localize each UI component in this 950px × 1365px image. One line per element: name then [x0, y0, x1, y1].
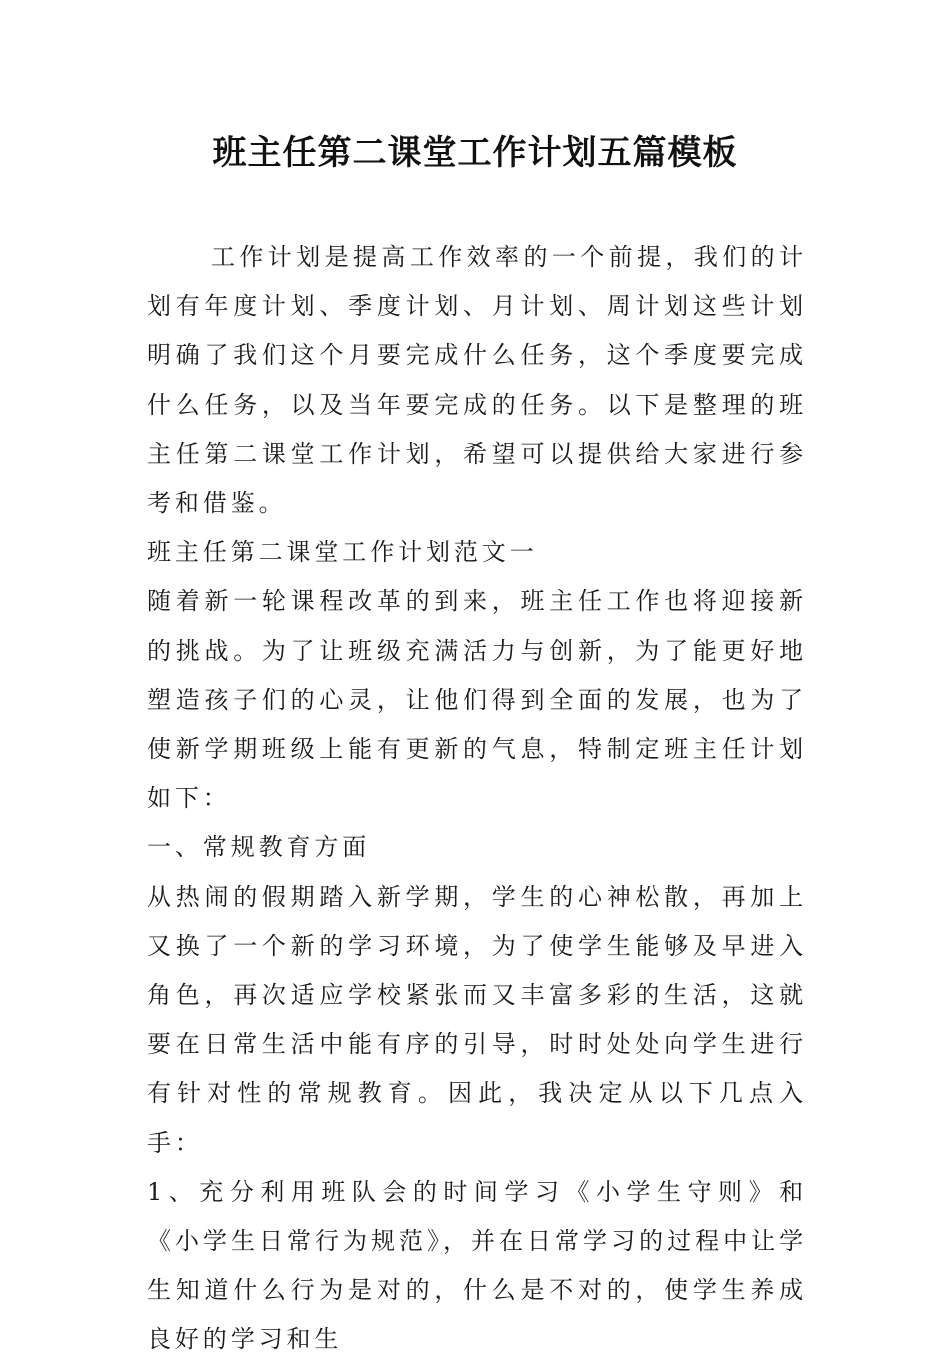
intro-paragraph: 工作计划是提高工作效率的一个前提，我们的计划有年度计划、季度计划、月计划、周计划这些计划明确了我们这个月要完成什么任务，这个季度要完成什么任务，以及当年要完成的任务。以下是整理的班主任第二课堂工作计划，希望可以提供给大家进行参考和借鉴。 — [147, 243, 807, 518]
section-heading-routine-education: 一、常规教育方面 — [147, 833, 371, 862]
body-paragraph: 从热闹的假期踏入新学期，学生的心神松散，再加上又换了一个新的学习环境，为了使学生能够及早进入角色，再次适应学校紧张而又丰富多彩的生活，这就要在日常生活中能有序的引导，时时处处向学生进行有针对性的常规教育。因此，我决定从以下几点入手： — [147, 882, 807, 1157]
section-heading-sample-one: 班主任第二课堂工作计划范文一 — [147, 538, 538, 567]
document-title: 班主任第二课堂工作计划五篇模板 — [212, 133, 738, 173]
list-item: 1、充分利用班队会的时间学习《小学生守则》和《小学生日常行为规范》，并在日常学习的过程中让学生知道什么行为是对的，什么是不对的，使学生养成良好的学习和生 — [147, 1177, 807, 1354]
document-body — [147, 233, 807, 1365]
body-paragraph: 随着新一轮课程改革的到来，班主任工作也将迎接新的挑战。为了让班级充满活力与创新，为了能更好地塑造孩子们的心灵，让他们得到全面的发展，也为了使新学期班级上能有更新的气息，特制定班主任计划如下： — [147, 587, 807, 813]
